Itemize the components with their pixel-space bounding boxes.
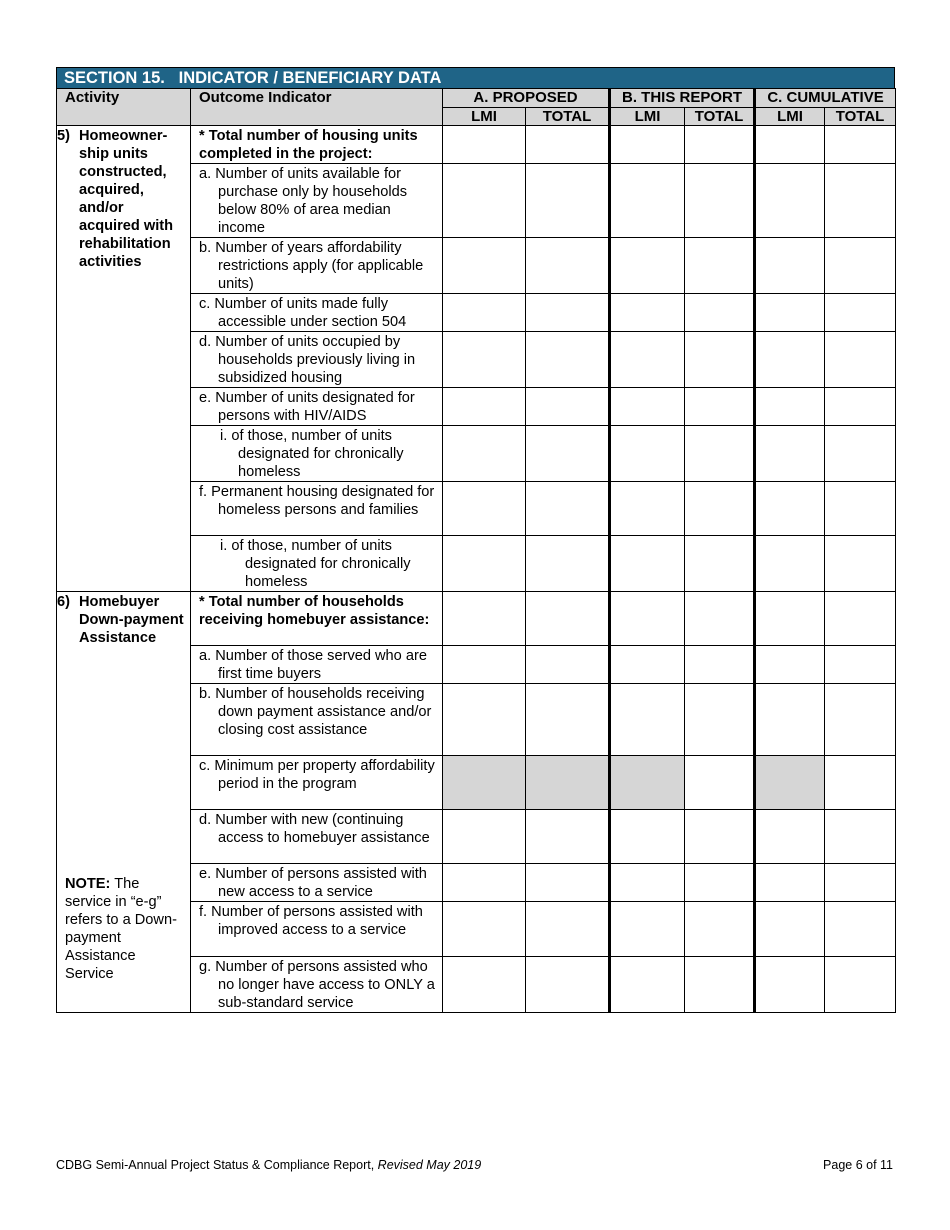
report-total-cell[interactable] (685, 482, 755, 536)
proposed-lmi-cell[interactable] (443, 646, 526, 684)
cumulative-total-cell[interactable] (825, 756, 896, 810)
indicator-table (56, 88, 896, 1013)
page-number: Page 6 of 11 (823, 1158, 893, 1172)
footer-report-name: CDBG Semi-Annual Project Status & Compliance Report, (56, 1158, 378, 1172)
report-total-cell[interactable] (685, 294, 755, 332)
report-lmi-cell[interactable] (610, 238, 685, 294)
proposed-total-cell[interactable] (526, 332, 610, 388)
header-outcome-indicator: Outcome Indicator (191, 89, 443, 126)
note-block (65, 875, 185, 983)
report-lmi-cell[interactable] (610, 332, 685, 388)
report-lmi-cell[interactable] (610, 810, 685, 864)
proposed-lmi-cell[interactable] (443, 536, 526, 592)
cumulative-lmi-cell[interactable] (755, 426, 825, 482)
outcome-indicator: b. Number of households receiving down payment assistance and/or closing cost assistance (199, 686, 432, 738)
activity-number: 5) (57, 128, 70, 144)
report-total-cell[interactable] (685, 426, 755, 482)
report-lmi-cell[interactable] (610, 482, 685, 536)
outcome-indicator: g. Number of persons assisted who no longer have access to ONLY a sub-standard service (199, 959, 435, 1011)
cumulative-total-cell[interactable] (825, 238, 896, 294)
proposed-total-cell-disabled (526, 756, 610, 810)
report-total-cell[interactable] (685, 646, 755, 684)
report-total-cell[interactable] (685, 902, 755, 957)
cumulative-lmi-cell[interactable] (755, 902, 825, 957)
cumulative-total-cell[interactable] (825, 810, 896, 864)
header-proposed-total: TOTAL (526, 108, 610, 126)
cumulative-total-cell[interactable] (825, 864, 896, 902)
proposed-lmi-cell[interactable] (443, 238, 526, 294)
footer-title (56, 1158, 481, 1173)
report-total-cell[interactable] (685, 756, 755, 810)
outcome-indicator: c. Minimum per property affordability period in the program (199, 758, 435, 792)
table-row (57, 592, 896, 646)
outcome-indicator: f. Number of persons assisted with improved access to a service (199, 904, 423, 938)
cumulative-lmi-cell[interactable] (755, 646, 825, 684)
header-report-total: TOTAL (685, 108, 755, 126)
proposed-lmi-cell[interactable] (443, 388, 526, 426)
cumulative-total-cell[interactable] (825, 592, 896, 646)
header-row-groups (57, 89, 896, 108)
section-title: SECTION 15. INDICATOR / BENEFICIARY DATA (56, 67, 895, 88)
proposed-total-cell[interactable] (526, 957, 610, 1013)
proposed-total-cell[interactable] (526, 536, 610, 592)
report-total-cell[interactable] (685, 810, 755, 864)
header-cumulative-lmi: LMI (755, 108, 825, 126)
proposed-total-cell[interactable] (526, 388, 610, 426)
outcome-indicator: f. Permanent housing designated for homeless persons and families (199, 484, 435, 518)
report-lmi-cell[interactable] (610, 864, 685, 902)
activity-number: 6) (57, 594, 70, 610)
report-total-cell[interactable] (685, 536, 755, 592)
cumulative-total-cell[interactable] (825, 482, 896, 536)
cumulative-total-cell[interactable] (825, 294, 896, 332)
report-total-cell[interactable] (685, 864, 755, 902)
proposed-lmi-cell[interactable] (443, 684, 526, 756)
report-total-cell[interactable] (685, 684, 755, 756)
report-lmi-cell[interactable] (610, 426, 685, 482)
cumulative-total-cell[interactable] (825, 902, 896, 957)
cumulative-total-cell[interactable] (825, 957, 896, 1013)
cumulative-total-cell[interactable] (825, 536, 896, 592)
proposed-lmi-cell[interactable] (443, 592, 526, 646)
report-total-cell[interactable] (685, 957, 755, 1013)
report-lmi-cell[interactable] (610, 126, 685, 164)
proposed-total-cell[interactable] (526, 238, 610, 294)
footer-revised: Revised May 2019 (377, 1158, 482, 1172)
report-lmi-cell[interactable] (610, 294, 685, 332)
cumulative-lmi-cell[interactable] (755, 332, 825, 388)
proposed-lmi-cell[interactable] (443, 957, 526, 1013)
cumulative-lmi-cell[interactable] (755, 592, 825, 646)
header-proposed: A. PROPOSED (443, 89, 610, 108)
report-lmi-cell[interactable] (610, 957, 685, 1013)
report-lmi-cell[interactable] (610, 646, 685, 684)
report-total-cell[interactable] (685, 592, 755, 646)
header-cumulative: C. CUMULATIVE (755, 89, 896, 108)
proposed-lmi-cell[interactable] (443, 482, 526, 536)
outcome-indicator: * Total number of households receiving homebuyer assistance: (191, 592, 443, 646)
proposed-lmi-cell[interactable] (443, 902, 526, 957)
outcome-indicator: a. Number of those served who are first time buyers (199, 648, 427, 682)
proposed-lmi-cell[interactable] (443, 164, 526, 238)
cumulative-lmi-cell[interactable] (755, 684, 825, 756)
cumulative-total-cell[interactable] (825, 332, 896, 388)
report-total-cell[interactable] (685, 388, 755, 426)
report-lmi-cell-disabled (610, 756, 685, 810)
outcome-indicator: a. Number of units available for purchase only by households below 80% of area median income (199, 166, 408, 236)
report-total-cell[interactable] (685, 332, 755, 388)
proposed-total-cell[interactable] (526, 164, 610, 238)
outcome-indicator: i. of those, number of units designated for chronically homeless (220, 428, 404, 480)
proposed-total-cell[interactable] (526, 902, 610, 957)
proposed-lmi-cell[interactable] (443, 426, 526, 482)
report-lmi-cell[interactable] (610, 902, 685, 957)
activity-6-cell (57, 592, 191, 1013)
proposed-lmi-cell[interactable] (443, 332, 526, 388)
outcome-indicator: d. Number with new (continuing access to homebuyer assistance (199, 812, 430, 846)
proposed-total-cell[interactable] (526, 482, 610, 536)
proposed-lmi-cell[interactable] (443, 864, 526, 902)
table-row (57, 126, 896, 164)
report-lmi-cell[interactable] (610, 592, 685, 646)
cumulative-lmi-cell[interactable] (755, 238, 825, 294)
proposed-total-cell[interactable] (526, 126, 610, 164)
report-total-cell[interactable] (685, 238, 755, 294)
cumulative-lmi-cell[interactable] (755, 294, 825, 332)
outcome-indicator: e. Number of units designated for persons with HIV/AIDS (199, 390, 415, 424)
proposed-total-cell[interactable] (526, 426, 610, 482)
report-lmi-cell[interactable] (610, 684, 685, 756)
header-this-report: B. THIS REPORT (610, 89, 755, 108)
cumulative-lmi-cell[interactable] (755, 164, 825, 238)
cumulative-lmi-cell[interactable] (755, 957, 825, 1013)
cumulative-lmi-cell[interactable] (755, 810, 825, 864)
proposed-total-cell[interactable] (526, 592, 610, 646)
header-activity: Activity (57, 89, 191, 126)
proposed-lmi-cell[interactable] (443, 126, 526, 164)
report-total-cell[interactable] (685, 164, 755, 238)
outcome-indicator: i. of those, number of units designated for chronically homeless (220, 538, 411, 590)
cumulative-lmi-cell[interactable] (755, 126, 825, 164)
report-total-cell[interactable] (685, 126, 755, 164)
header-report-lmi: LMI (610, 108, 685, 126)
cumulative-lmi-cell[interactable] (755, 864, 825, 902)
proposed-total-cell[interactable] (526, 294, 610, 332)
cumulative-total-cell[interactable] (825, 426, 896, 482)
outcome-indicator: c. Number of units made fully accessible under section 504 (199, 296, 407, 330)
report-lmi-cell[interactable] (610, 164, 685, 238)
cumulative-lmi-cell[interactable] (755, 482, 825, 536)
outcome-indicator: d. Number of units occupied by households previously living in subsidized housing (199, 334, 416, 386)
proposed-lmi-cell[interactable] (443, 810, 526, 864)
cumulative-total-cell[interactable] (825, 164, 896, 238)
cumulative-total-cell[interactable] (825, 126, 896, 164)
header-proposed-lmi: LMI (443, 108, 526, 126)
header-cumulative-total: TOTAL (825, 108, 896, 126)
cumulative-lmi-cell[interactable] (755, 536, 825, 592)
proposed-total-cell[interactable] (526, 810, 610, 864)
note-label: NOTE: (65, 876, 111, 892)
indicator-beneficiary-form (56, 67, 895, 1013)
note-text: The service in “e-g” refers to a Down-payment Assistance Service (65, 876, 177, 982)
report-lmi-cell[interactable] (610, 388, 685, 426)
cumulative-total-cell[interactable] (825, 646, 896, 684)
proposed-total-cell[interactable] (526, 646, 610, 684)
cumulative-lmi-cell-disabled (755, 756, 825, 810)
activity-label: Homeowner-ship units constructed, acquired, and/or acquired with rehabilitation activities (79, 128, 174, 270)
cumulative-total-cell[interactable] (825, 388, 896, 426)
activity-label: Homebuyer Down-payment Assistance (79, 594, 184, 646)
proposed-total-cell[interactable] (526, 864, 610, 902)
cumulative-lmi-cell[interactable] (755, 388, 825, 426)
proposed-total-cell[interactable] (526, 684, 610, 756)
activity-5-cell (57, 126, 191, 592)
outcome-indicator: b. Number of years affordability restrictions apply (for applicable units) (199, 240, 424, 292)
report-lmi-cell[interactable] (610, 536, 685, 592)
outcome-indicator: e. Number of persons assisted with new access to a service (199, 866, 427, 900)
proposed-lmi-cell-disabled (443, 756, 526, 810)
proposed-lmi-cell[interactable] (443, 294, 526, 332)
cumulative-total-cell[interactable] (825, 684, 896, 756)
outcome-indicator: * Total number of housing units completed in the project: (191, 126, 443, 164)
